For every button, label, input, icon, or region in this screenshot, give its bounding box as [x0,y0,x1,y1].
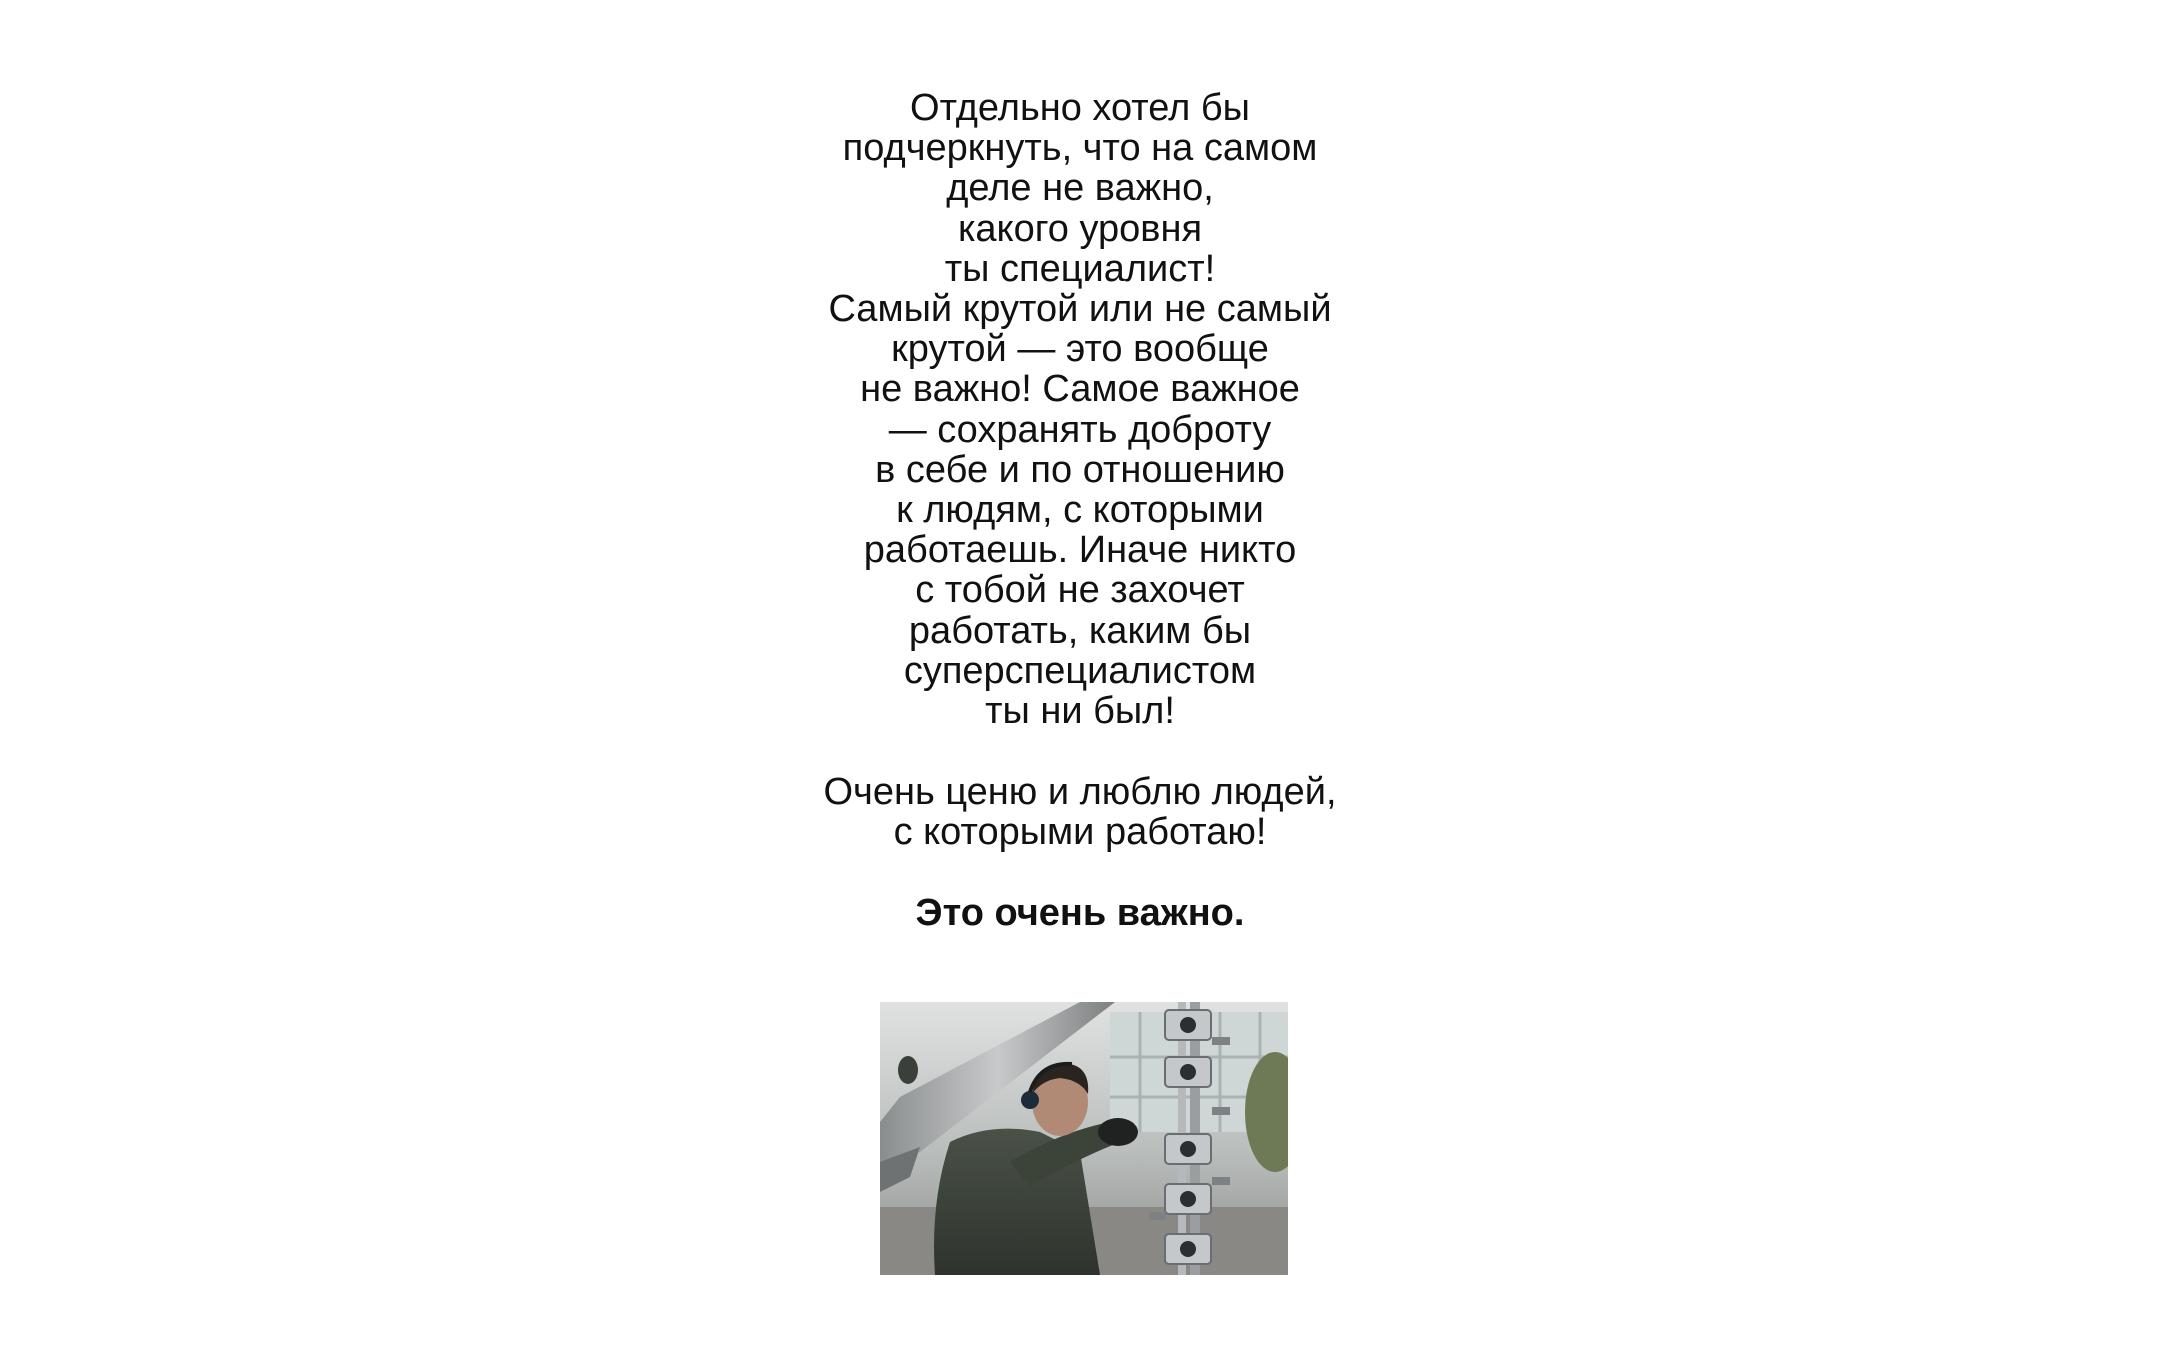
text-line: — сохранять доброту [888,408,1272,451]
text-line: к людям, с которыми [896,489,1264,532]
text-line: с которыми работаю! [893,811,1267,854]
text-line: не важно! Самое важное [860,368,1300,411]
text-line: Очень ценю и люблю людей, [823,771,1337,813]
text-line: какого уровня [957,207,1203,250]
photo [880,1002,1288,1275]
text-line: подчеркнуть, что на самом [842,127,1318,170]
text-line: работаешь. Иначе никто [863,529,1297,572]
bold-statement-text: Это очень важно. [915,892,1245,934]
second-paragraph [0,772,2160,852]
text-line: Отдельно хотел бы [910,87,1250,129]
text-line: Самый крутой или не самый [828,288,1332,331]
text-line: с тобой не захочет [915,569,1245,612]
text-line: ты специалист! [944,247,1216,290]
text-line: деле не важно, [946,167,1214,210]
text-line: работать, каким бы [908,609,1252,652]
text-line: суперспециалистом [903,649,1257,692]
bold-statement [0,893,2160,933]
main-paragraph [0,88,2160,731]
text-line: крутой — это вообще [891,328,1269,371]
text-line: в себе и по отношению [875,448,1285,491]
photo-illustration [880,1002,1288,1275]
text-line: ты ни был! [985,690,1175,733]
